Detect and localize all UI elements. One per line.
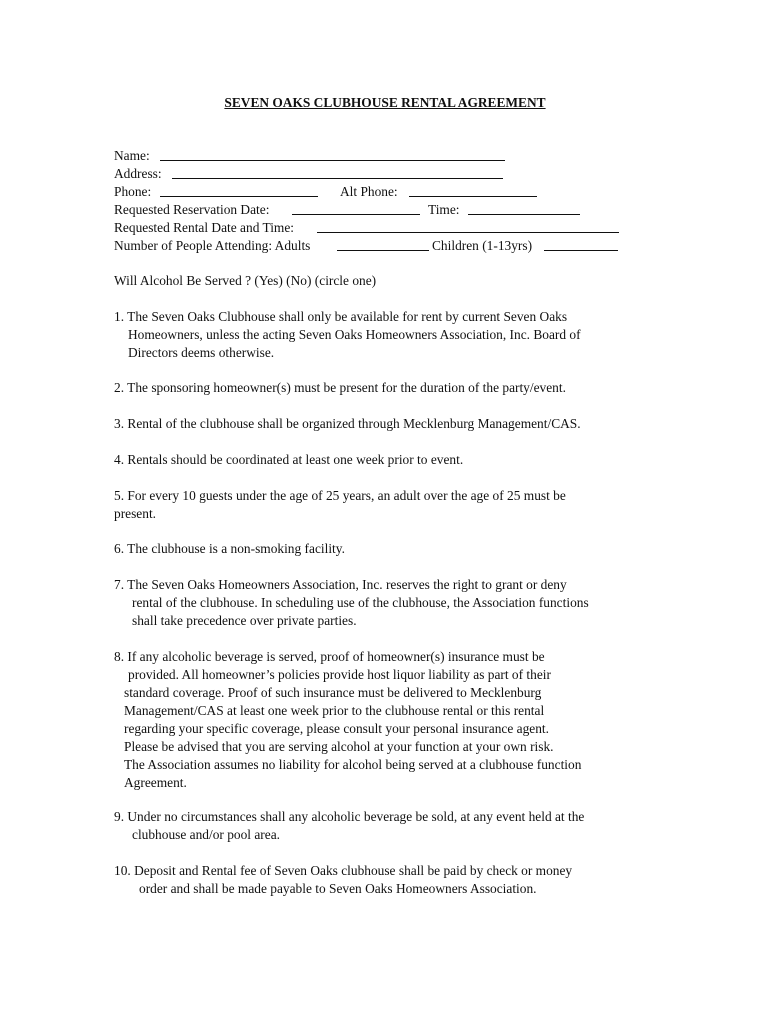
address-field[interactable] <box>172 165 503 184</box>
rental-date-field[interactable] <box>317 219 619 238</box>
rule-9-line: 9. Under no circumstances shall any alcoholic beverage be sold, at any event held at the <box>114 809 585 824</box>
rule-4: 4. Rentals should be coordinated at least one week prior to event. <box>114 452 464 467</box>
rule-3: 3. Rental of the clubhouse shall be organized through Mecklenburg Management/CAS. <box>114 416 581 431</box>
adults-field[interactable] <box>337 237 429 256</box>
phone-label: Phone: <box>114 184 152 199</box>
children-field[interactable] <box>544 237 618 256</box>
rule-7-line: rental of the clubhouse. In scheduling use of the clubhouse, the Association functions <box>132 595 589 610</box>
rule-1-line: Directors deems otherwise. <box>128 345 275 360</box>
adults-label: Number of People Attending: Adults <box>114 238 311 253</box>
rule-5-line: 5. For every 10 guests under the age of 25 years, an adult over the age of 25 must be <box>114 488 566 503</box>
reservation-date-field[interactable] <box>292 201 420 220</box>
rule-1-line: Homeowners, unless the acting Seven Oaks Homeowners Association, Inc. Board of <box>128 327 581 342</box>
rule-10-line: 10. Deposit and Rental fee of Seven Oaks clubhouse shall be paid by check or money <box>114 863 573 878</box>
rule-9-line: clubhouse and/or pool area. <box>132 827 280 842</box>
address-label: Address: <box>114 166 162 181</box>
document-title: SEVEN OAKS CLUBHOUSE RENTAL AGREEMENT <box>224 95 546 110</box>
children-label: Children (1-13yrs) <box>432 238 533 253</box>
rule-10-line: order and shall be made payable to Seven Oaks Homeowners Association. <box>139 881 537 896</box>
name-label: Name: <box>114 148 150 163</box>
alt-phone-label: Alt Phone: <box>340 184 398 199</box>
rule-8-line: Agreement. <box>124 775 187 790</box>
rule-8-line: regarding your specific coverage, please consult your personal insurance agent. <box>124 721 549 736</box>
rule-1-line: 1. The Seven Oaks Clubhouse shall only be available for rent by current Seven Oaks <box>114 309 568 324</box>
rule-7-line: shall take precedence over private parties. <box>132 613 357 628</box>
alcohol-question: Will Alcohol Be Served ? (Yes) (No) (circle one) <box>114 273 377 288</box>
rule-7-line: 7. The Seven Oaks Homeowners Association, Inc. reserves the right to grant or deny <box>114 577 567 592</box>
rule-8-line: The Association assumes no liability for alcohol being served at a clubhouse function <box>124 757 582 772</box>
rule-8-line: provided. All homeowner’s policies provide host liquor liability as part of their <box>128 667 551 682</box>
time-field[interactable] <box>468 201 580 220</box>
rule-8-line: standard coverage. Proof of such insurance must be delivered to Mecklenburg <box>124 685 542 700</box>
rule-8-line: 8. If any alcoholic beverage is served, proof of homeowner(s) insurance must be <box>114 649 545 664</box>
rule-8-line: Management/CAS at least one week prior to the clubhouse rental or this rental <box>124 703 545 718</box>
rental-date-label: Requested Rental Date and Time: <box>114 220 295 235</box>
rule-5-line: present. <box>114 506 157 521</box>
rule-8-line: Please be advised that you are serving alcohol at your function at your own risk. <box>124 739 554 754</box>
rule-2: 2. The sponsoring homeowner(s) must be present for the duration of the party/event. <box>114 380 566 395</box>
time-label: Time: <box>428 202 460 217</box>
rule-6: 6. The clubhouse is a non-smoking facility. <box>114 541 345 556</box>
phone-field[interactable] <box>160 183 318 202</box>
reservation-date-label: Requested Reservation Date: <box>114 202 270 217</box>
name-field[interactable] <box>160 147 505 166</box>
alt-phone-field[interactable] <box>409 183 537 202</box>
